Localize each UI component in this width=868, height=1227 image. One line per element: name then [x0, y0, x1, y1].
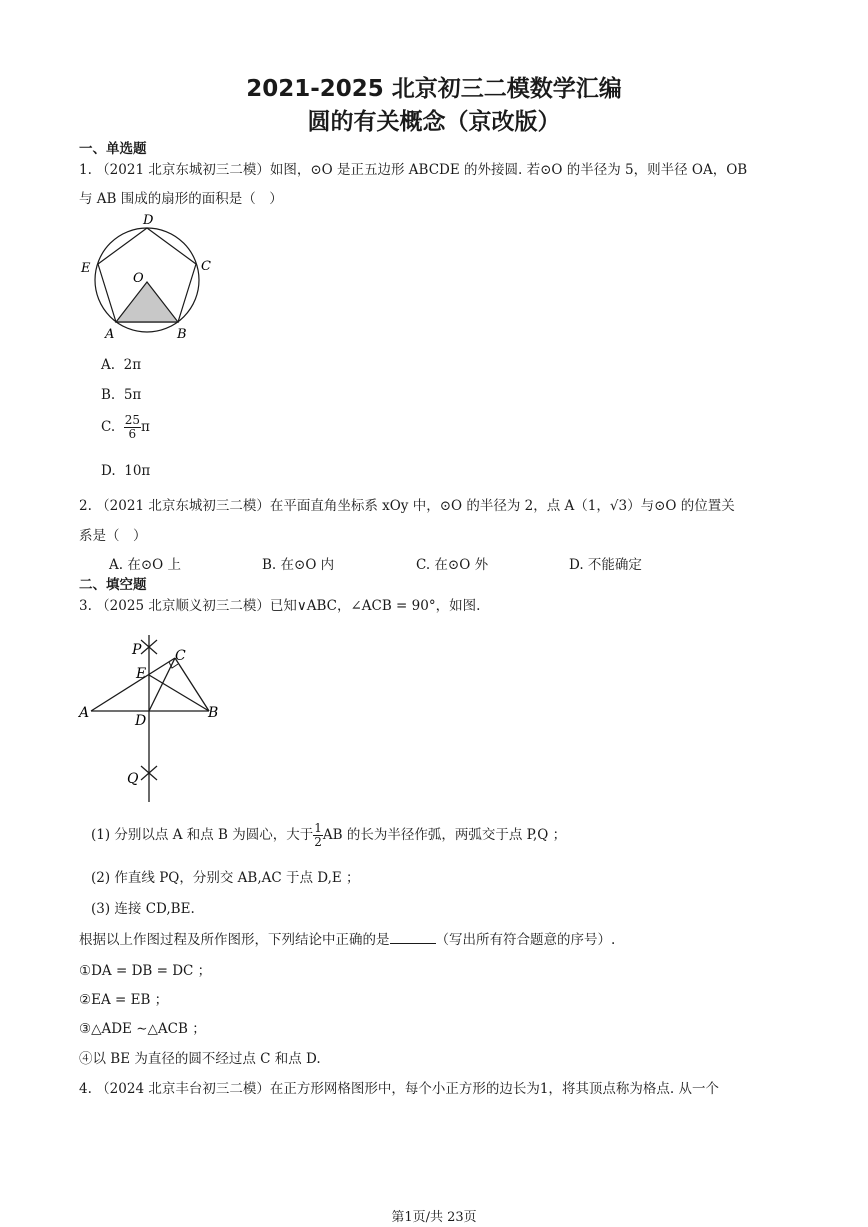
question-text-pre: 根据以上作图过程及所作图形，下列结论中正确的是	[79, 932, 390, 948]
q1-label-d: D	[143, 213, 154, 228]
q3-conclusion-4: ④以 BE 为直径的圆不经过点 C 和点 D.	[79, 1051, 321, 1067]
q3-label-d: D	[135, 713, 147, 729]
fraction-denominator: 6	[128, 427, 137, 442]
q2-option-c[interactable]: C. 在⊙O 外	[416, 557, 489, 573]
option-label: C.	[101, 419, 116, 436]
q1-label-c: C	[201, 259, 211, 274]
q1-stem-line2: 与 AB 围成的扇形的面积是（ ）	[79, 191, 283, 207]
document-title-line1: 2021-2025 北京初三二模数学汇编	[246, 76, 622, 102]
q1-label-o: O	[133, 271, 144, 286]
q4-stem-line1: 4. （2024 北京丰台初三二模）在正方形网格图形中，每个小正方形的边长为1，将其顶点称为格点. 从一个	[79, 1081, 719, 1097]
q3-label-c: C	[175, 648, 186, 664]
q3-label-b: B	[208, 705, 219, 721]
document-title-line2: 圆的有关概念（京改版）	[307, 109, 561, 135]
step1-fraction	[313, 822, 323, 849]
fraction-denominator: 2	[314, 835, 322, 850]
q3-label-q: Q	[127, 771, 139, 787]
q3-construction-figure	[75, 630, 235, 810]
answer-blank[interactable]	[390, 931, 436, 944]
q1-label-a: A	[105, 327, 115, 342]
q3-step1	[91, 822, 566, 849]
section-heading-single-choice: 一、单选题	[79, 141, 147, 157]
step1-text-pre: (1) 分别以点 A 和点 B 为圆心，大于	[91, 827, 314, 844]
q3-label-e: E	[136, 666, 147, 682]
q1-stem-line1: 1. （2021 北京东城初三二模）如图，⊙O 是正五边形 ABCDE 的外接圆. 若⊙O 的半径为 5，则半径 OA，OB	[79, 162, 748, 178]
q3-label-a: A	[79, 705, 90, 721]
q1-option-d[interactable]	[101, 463, 150, 479]
option-text: 5π	[123, 387, 142, 403]
question-text-post: （写出所有符合题意的序号）.	[435, 932, 616, 948]
q2-stem-line1: 2. （2021 北京东城初三二模）在平面直角坐标系 xOy 中，⊙O 的半径为 2，点 A（1，√3）与⊙O 的位置关	[79, 498, 735, 514]
q3-question	[79, 928, 615, 948]
q2-stem-line2: 系是（ ）	[79, 528, 147, 544]
option-label: D.	[101, 463, 116, 479]
option-label: A.	[101, 357, 116, 373]
q1-label-b: B	[177, 327, 187, 342]
q3-conclusion-2: ②EA = EB ；	[79, 992, 169, 1008]
q2-option-d[interactable]: D. 不能确定	[569, 557, 642, 573]
option-label: B.	[101, 387, 116, 403]
q3-conclusion-1: ①DA = DB = DC ；	[79, 963, 212, 979]
section-heading-fill-blank: 二、填空题	[79, 577, 147, 593]
q1-pentagon-figure	[75, 210, 225, 345]
fraction-numerator: 1	[314, 821, 322, 835]
option-fraction	[124, 414, 141, 441]
q3-conclusion-3: ③△ADE ∼△ACB ；	[79, 1021, 206, 1037]
q3-stem-line1: 3. （2025 北京顺义初三二模）已知∨ABC，∠ACB = 90°，如图.	[79, 598, 481, 614]
q1-option-b[interactable]	[101, 387, 141, 403]
option-text: 10π	[124, 463, 151, 479]
q1-option-c[interactable]	[101, 414, 150, 441]
step1-text-post: AB 的长为半径作弧，两弧交于点 P,Q ；	[322, 827, 567, 844]
fraction-numerator: 25	[124, 413, 141, 427]
q3-label-p: P	[132, 642, 142, 658]
q1-label-e: E	[81, 261, 91, 276]
option-suffix: π	[141, 419, 150, 436]
option-text: 2π	[123, 357, 142, 373]
q2-option-a[interactable]: A. 在⊙O 上	[109, 557, 182, 573]
q3-step2: (2) 作直线 PQ，分别交 AB,AC 于点 D,E ；	[91, 870, 360, 886]
q3-step3: (3) 连接 CD,BE.	[91, 901, 195, 917]
q1-option-a[interactable]	[101, 357, 141, 373]
page-number: 第1页/共 23页	[391, 1210, 477, 1225]
q2-option-b[interactable]: B. 在⊙O 内	[262, 557, 335, 573]
